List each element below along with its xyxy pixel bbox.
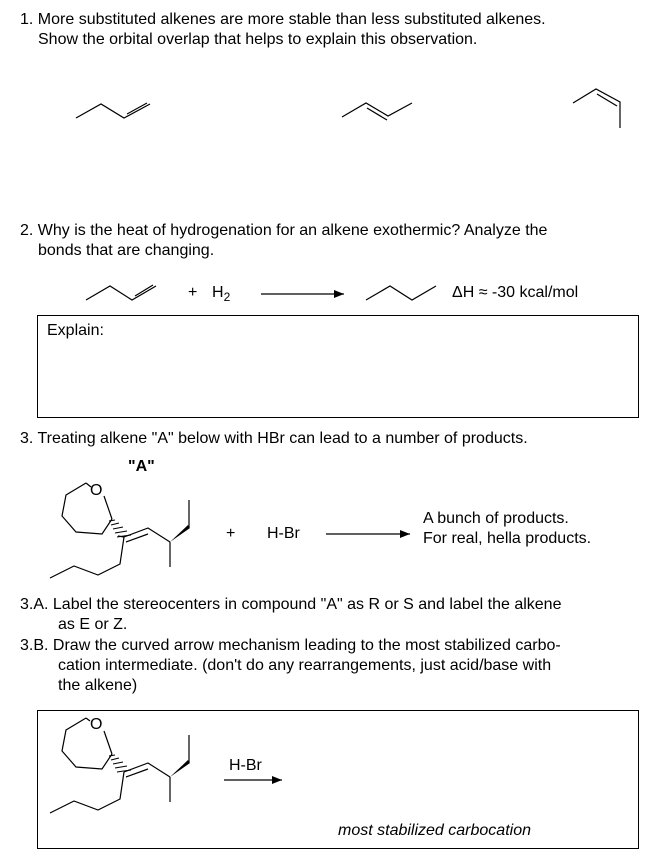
reagent-h2-symbol: H bbox=[212, 284, 224, 301]
question-3b-line-3: the alkene) bbox=[58, 677, 138, 694]
reagent-hbr-3b: H-Br bbox=[229, 757, 262, 774]
question-2-line-2: bonds that are changing. bbox=[38, 242, 215, 259]
carbocation-caption: most stabilized carbocation bbox=[338, 822, 531, 839]
hashed-wedge bbox=[109, 520, 131, 537]
question-3b-line-2: cation intermediate. (don't do any rearrangements, just acid/base with bbox=[58, 657, 552, 674]
plus-sign-q2: + bbox=[188, 284, 198, 301]
structure-trans-2-butene bbox=[342, 103, 412, 120]
structure-compound-A bbox=[50, 483, 190, 578]
compound-a-label: "A" bbox=[128, 458, 155, 475]
structure-1-butene-q2 bbox=[86, 285, 156, 300]
reaction-arrow-q3 bbox=[326, 530, 410, 538]
oxygen-label: O bbox=[90, 482, 103, 499]
reagent-hbr: H-Br bbox=[267, 525, 300, 542]
reaction-arrow-q2 bbox=[261, 290, 344, 298]
reagent-h2-subscript: 2 bbox=[223, 290, 231, 305]
question-1-line-1: 1. More substituted alkenes are more stable than less substituted alkenes. bbox=[20, 11, 546, 28]
delta-h-value: ΔH ≈ -30 kcal/mol bbox=[452, 284, 579, 301]
oxygen-label-3b: O bbox=[90, 716, 103, 733]
question-2 bbox=[20, 221, 547, 261]
explain-label: Explain: bbox=[47, 322, 104, 339]
plus-sign-q3: + bbox=[226, 525, 236, 542]
question-3b bbox=[20, 636, 561, 696]
products-line-1: A bunch of products. bbox=[423, 510, 569, 527]
explain-answer-box[interactable] bbox=[37, 315, 639, 418]
products-line-2: For real, hella products. bbox=[423, 530, 592, 547]
question-3a bbox=[20, 595, 561, 635]
question-1-line-2: Show the orbital overlap that helps to explain this observation. bbox=[38, 31, 478, 48]
question-3a-line-2: as E or Z. bbox=[58, 616, 128, 633]
structure-cis-2-butene bbox=[573, 89, 620, 128]
question-3b-line-1: 3.B. Draw the curved arrow mechanism leading to the most stabilized carbo- bbox=[20, 637, 561, 654]
structure-1-butene bbox=[76, 103, 150, 118]
reagent-h2 bbox=[212, 284, 230, 304]
question-2-line-1: 2. Why is the heat of hydrogenation for an alkene exothermic? Analyze the bbox=[20, 222, 548, 239]
question-3-line-1: 3. Treating alkene "A" below with HBr can lead to a number of products. bbox=[20, 430, 528, 447]
structure-butane-q2 bbox=[366, 286, 436, 300]
question-3a-line-1: 3.A. Label the stereocenters in compound "A" as R or S and label the alkene bbox=[20, 596, 562, 613]
